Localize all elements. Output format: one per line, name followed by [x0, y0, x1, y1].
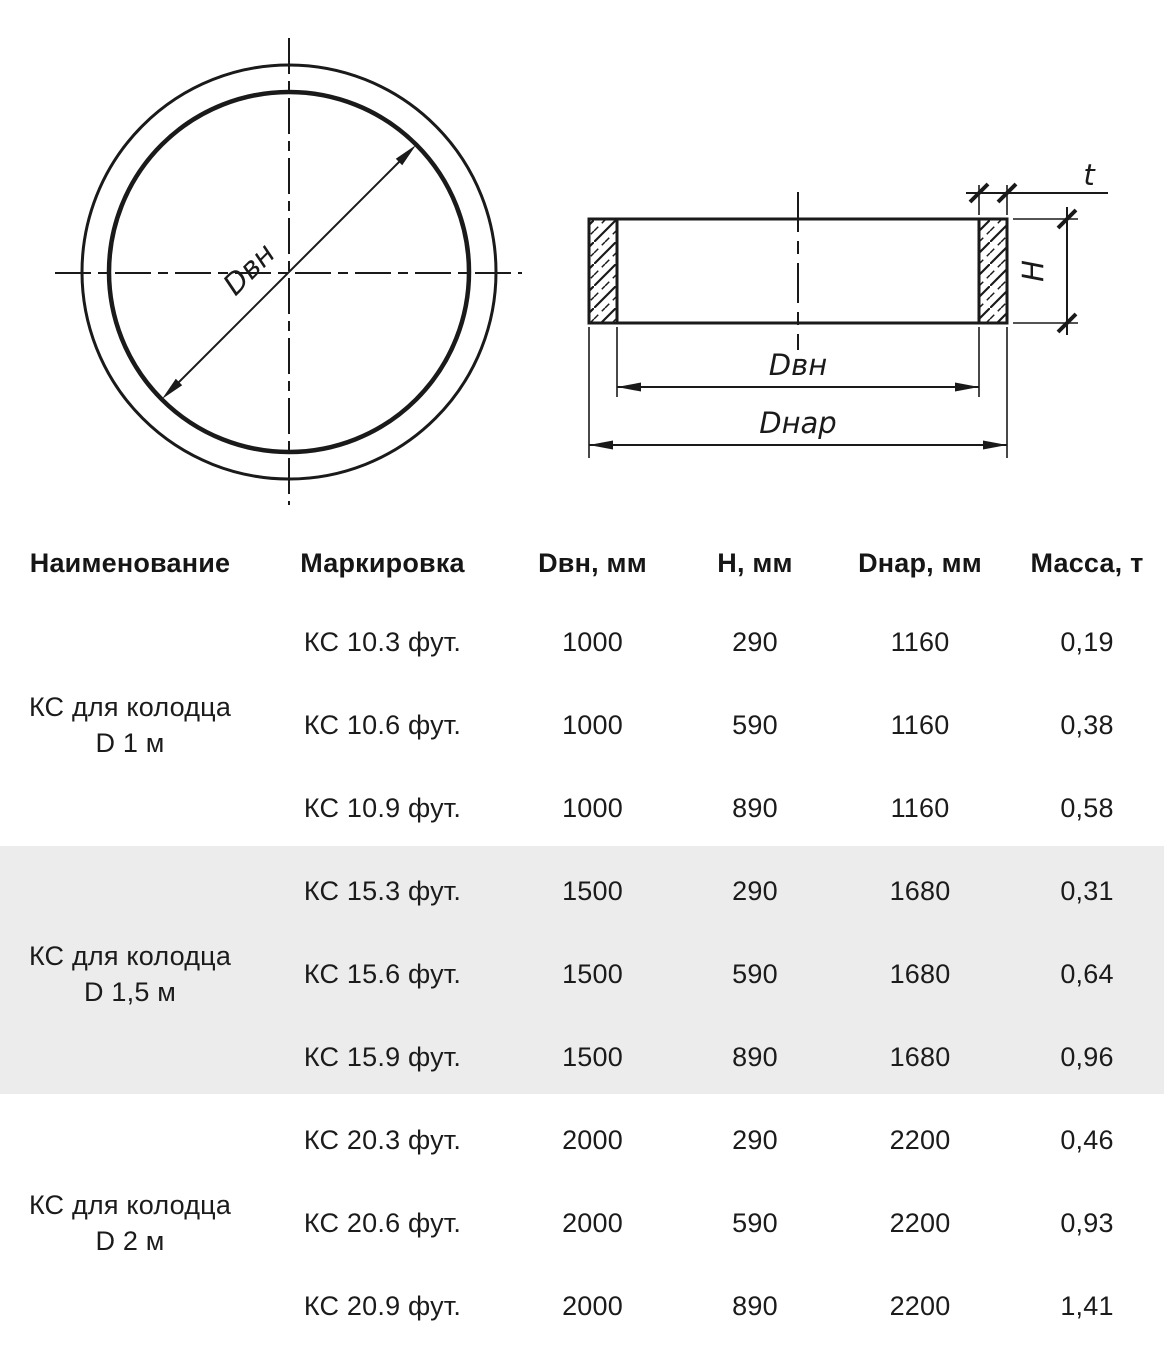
mass-cell: 0,19	[1060, 627, 1114, 657]
dnar-cell: 1160	[890, 793, 950, 823]
left-wall-hatch	[589, 219, 617, 323]
plan-inner-diameter-label: Dвн	[216, 236, 282, 302]
h-cell: 590	[732, 959, 778, 989]
section-outer-diameter-label: Dнар	[759, 406, 837, 440]
h-cell: 890	[732, 1291, 778, 1321]
mass-cell: 0,31	[1060, 876, 1114, 906]
dvn-cell: 1000	[562, 627, 623, 657]
h-cell: 590	[732, 710, 778, 740]
group-name-line2: D 1,5 м	[84, 976, 176, 1007]
dnar-arrow-right	[983, 441, 1007, 450]
h-cell: 890	[732, 793, 778, 823]
marking-cell: КС 20.6 фут.	[303, 1208, 462, 1238]
group-name	[0, 850, 260, 1099]
dvn-cell: 1000	[562, 793, 623, 823]
mass-cell: 1,41	[1060, 1291, 1114, 1321]
column-header-marking: Маркировка	[300, 547, 465, 578]
h-cell: 290	[732, 1125, 778, 1155]
group-name-line2: D 1 м	[95, 727, 165, 758]
dnar-cell: 2200	[889, 1208, 951, 1238]
group-name-line1: КС для колодца	[28, 940, 232, 971]
group-name-line1: КС для колодца	[28, 1189, 232, 1220]
group-name	[0, 601, 260, 850]
mass-cell: 0,96	[1060, 1042, 1114, 1072]
dnar-cell: 2200	[889, 1125, 951, 1155]
marking-cell: КС 10.3 фут.	[303, 627, 462, 657]
dvn-arrow-left	[617, 383, 641, 392]
column-header-dvn: Dвн, мм	[538, 547, 647, 578]
dvn-cell: 2000	[562, 1208, 623, 1238]
dnar-cell: 1160	[890, 627, 950, 657]
group-name-line1: КС для колодца	[28, 691, 232, 722]
h-cell: 290	[732, 876, 778, 906]
dvn-arrow-right	[955, 383, 979, 392]
column-header-h: H, мм	[717, 547, 793, 578]
h-cell: 890	[732, 1042, 778, 1072]
column-header-dnar: Dнар, мм	[858, 547, 982, 578]
dvn-cell: 1500	[562, 876, 623, 906]
marking-cell: КС 20.3 фут.	[303, 1125, 462, 1155]
specification-table	[0, 525, 1164, 1348]
dvn-cell: 2000	[562, 1291, 623, 1321]
h-cell: 590	[732, 1208, 778, 1238]
marking-cell: КС 10.9 фут.	[303, 793, 462, 823]
mass-cell: 0,46	[1060, 1125, 1114, 1155]
marking-cell: КС 15.9 фут.	[303, 1042, 462, 1072]
dnar-cell: 2200	[889, 1291, 951, 1321]
h-cell: 290	[732, 627, 778, 657]
technical-drawings	[0, 0, 1164, 525]
section-thickness-label: t	[1083, 158, 1095, 192]
dnar-cell: 1160	[890, 710, 950, 740]
mass-cell: 0,64	[1060, 959, 1114, 989]
section-view-drawing	[589, 158, 1108, 458]
dvn-cell: 1500	[562, 1042, 623, 1072]
marking-cell: КС 20.9 фут.	[303, 1291, 462, 1321]
right-wall-hatch	[979, 219, 1007, 323]
dnar-cell: 1680	[889, 1042, 951, 1072]
dnar-cell: 1680	[889, 959, 951, 989]
plan-view-drawing	[55, 38, 522, 505]
group-name	[0, 1099, 260, 1348]
marking-cell: КС 15.3 фут.	[303, 876, 462, 906]
dnar-cell: 1680	[889, 876, 951, 906]
section-height-label: H	[1016, 260, 1050, 282]
group-name-line2: D 2 м	[95, 1225, 165, 1256]
mass-cell: 0,58	[1060, 793, 1114, 823]
mass-cell: 0,38	[1060, 710, 1114, 740]
column-header-mass: Масса, т	[1030, 547, 1144, 578]
dvn-cell: 2000	[562, 1125, 623, 1155]
dvn-cell: 1500	[562, 959, 623, 989]
marking-cell: КС 15.6 фут.	[303, 959, 462, 989]
mass-cell: 0,93	[1060, 1208, 1114, 1238]
dvn-cell: 1000	[562, 710, 623, 740]
column-header-name: Наименование	[29, 547, 231, 578]
marking-cell: КС 10.6 фут.	[303, 710, 462, 740]
section-inner-diameter-label: Dвн	[768, 348, 828, 382]
dnar-arrow-left	[589, 441, 613, 450]
